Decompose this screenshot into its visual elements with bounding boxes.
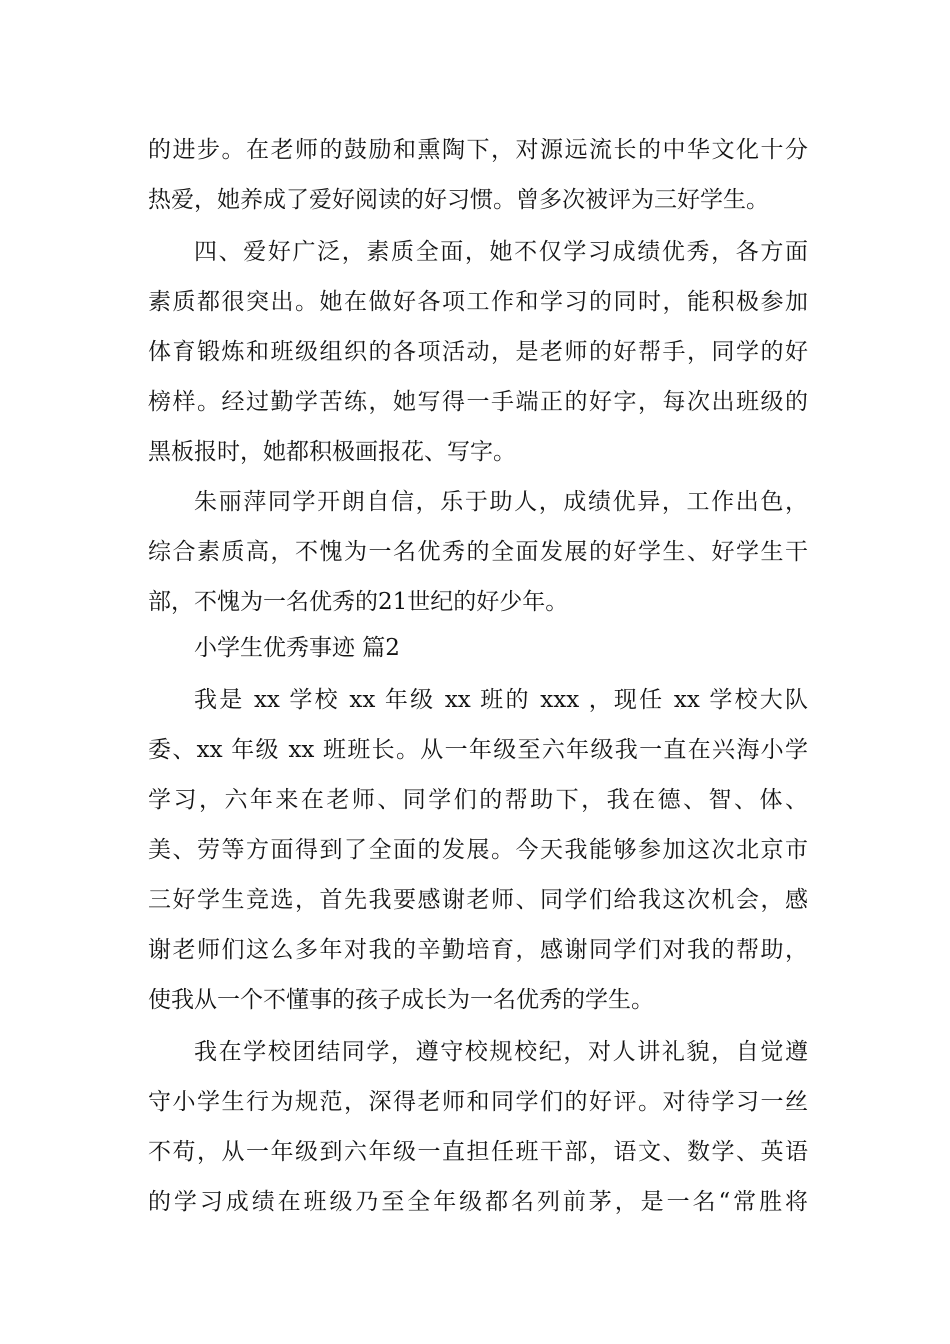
text-line: 使我从一个不懂事的孩子成长为一名优秀的学生。 (148, 987, 654, 1013)
text-line: 我是 xx 学校 xx 年级 xx 班的 xxx ，现任 xx 学校大队 (194, 687, 808, 713)
text-line: 素质都很突出。她在做好各项工作和学习的同时，能积极参加 (148, 289, 808, 315)
text-line: 四、爱好广泛，素质全面，她不仅学习成绩优秀，各方面 (194, 239, 808, 265)
text-line: 三好学生竞选，首先我要感谢老师、同学们给我这次机会，感 (148, 887, 808, 913)
text-line: 部，不愧为一名优秀的21世纪的好少年。 (148, 589, 569, 615)
text-line: 谢老师们这么多年对我的辛勤培育，感谢同学们对我的帮助， (148, 937, 808, 963)
text-line: 热爱，她养成了爱好阅读的好习惯。曾多次被评为三好学生。 (148, 187, 769, 213)
text-line: 不苟，从一年级到六年级一直担任班干部，语文、数学、英语 (148, 1139, 808, 1165)
text-line: 体育锻炼和班级组织的各项活动，是老师的好帮手，同学的好 (148, 339, 808, 365)
text-line: 综合素质高，不愧为一名优秀的全面发展的好学生、好学生干 (148, 539, 808, 565)
text-line: 的学习成绩在班级乃至全年级都名列前茅，是一名“常胜将 (148, 1189, 808, 1215)
text-line: 我在学校团结同学，遵守校规校纪，对人讲礼貌，自觉遵 (194, 1039, 808, 1065)
text-line: 榜样。经过勤学苦练，她写得一手端正的好字，每次出班级的 (148, 389, 808, 415)
text-line: 的进步。在老师的鼓励和熏陶下，对源远流长的中华文化十分 (148, 137, 808, 163)
text-line: 守小学生行为规范，深得老师和同学们的好评。对待学习一丝 (148, 1089, 808, 1115)
text-line: 黑板报时，她都积极画报花、写字。 (148, 439, 516, 465)
text-line: 朱丽萍同学开朗自信，乐于助人，成绩优异，工作出色， (194, 489, 808, 515)
text-line: 委、xx 年级 xx 班班长。从一年级至六年级我一直在兴海小学 (148, 737, 808, 763)
text-line: 学习，六年来在老师、同学们的帮助下，我在德、智、体、 (148, 787, 808, 813)
section-heading: 小学生优秀事迹 篇2 (194, 635, 400, 661)
text-line: 美、劳等方面得到了全面的发展。今天我能够参加这次北京市 (148, 837, 808, 863)
